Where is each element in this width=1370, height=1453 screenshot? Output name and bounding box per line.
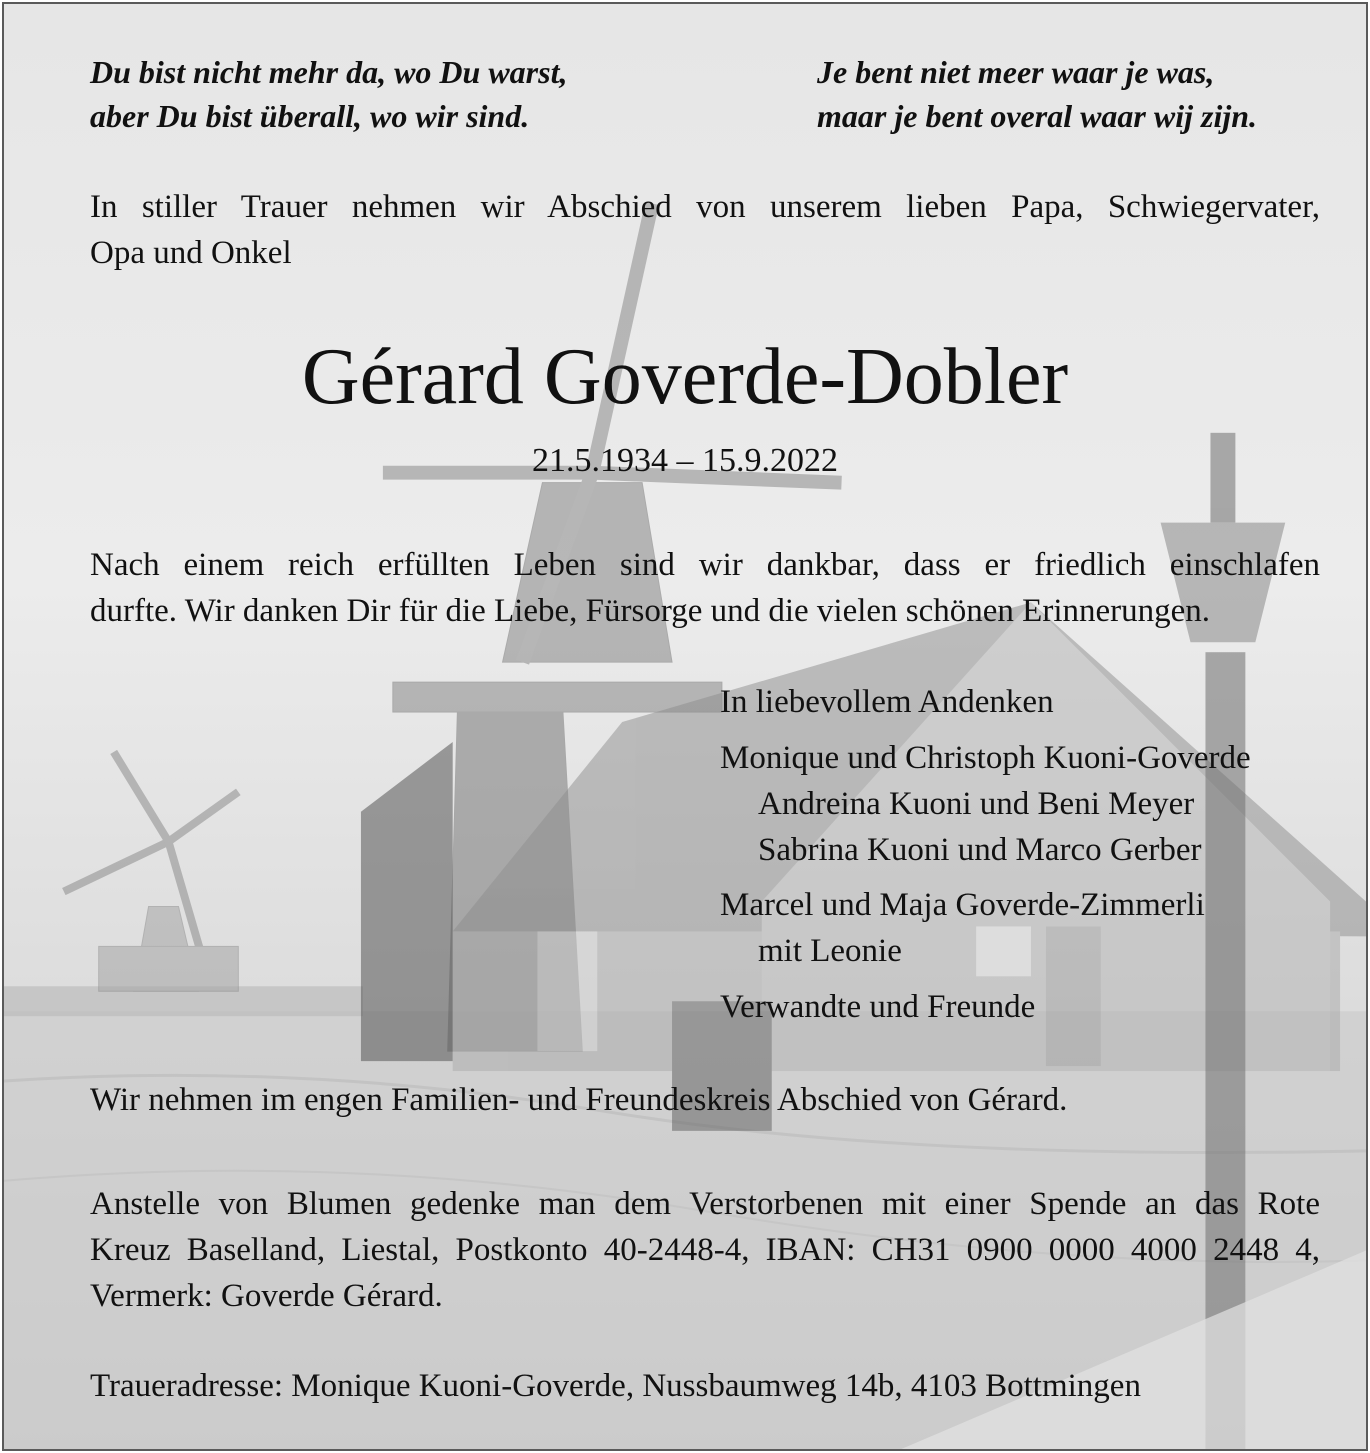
motto-german-line2: aber Du bist überall, wo wir sind. [90, 98, 530, 134]
family-member: Sabrina Kuoni und Marco Gerber [758, 832, 1202, 868]
family-group-2 [720, 882, 1205, 974]
farewell-text: Wir nehmen im engen Familien- und Freundeskreis Abschied von Gérard. [90, 1082, 1068, 1118]
intro-line1: In stiller Trauer nehmen wir Abschied von unserem lieben Papa, Schwiegervater, [90, 189, 1320, 225]
thanks-line1: Nach einem reich erfüllten Leben sind wir dankbar, dass er friedlich einschlafen [90, 547, 1320, 583]
motto-german-line1: Du bist nicht mehr da, wo Du warst, [90, 54, 568, 90]
motto-german [90, 50, 567, 138]
family-member: Andreina Kuoni und Beni Meyer [758, 786, 1195, 822]
family-member: mit Leonie [758, 933, 902, 969]
intro-line2: Opa und Onkel [90, 235, 292, 271]
motto-dutch [817, 50, 1257, 138]
motto-dutch-line1: Je bent niet meer waar je was, [817, 54, 1215, 90]
deceased-name: Gérard Goverde-Dobler [301, 333, 1069, 421]
thanks-line2: durfte. Wir danken Dir für die Liebe, Fürsorge und die vielen schönen Erinnerungen. [90, 593, 1211, 629]
family-others: Verwandte und Freunde [720, 989, 1036, 1025]
family-heading: In liebevollem Andenken [720, 684, 1054, 720]
obituary-card [2, 2, 1368, 1451]
donation-paragraph [90, 1181, 1320, 1319]
donation-line2: Kreuz Baselland, Liestal, Postkonto 40-2448-4, IBAN: CH31 0900 0000 4000 2448 4, [90, 1232, 1320, 1268]
motto-dutch-line2: maar je bent overal waar wij zijn. [817, 98, 1258, 134]
thanks-paragraph [90, 542, 1320, 634]
family-group-1 [720, 735, 1251, 873]
intro-paragraph [90, 184, 1320, 276]
donation-line1: Anstelle von Blumen gedenke man dem Verstorbenen mit einer Spende an das Rote [90, 1186, 1320, 1222]
family-member: Monique und Christoph Kuoni-Goverde [720, 740, 1251, 776]
mourning-address: Traueradresse: Monique Kuoni-Goverde, Nussbaumweg 14b, 4103 Bottmingen [90, 1368, 1141, 1404]
donation-line3: Vermerk: Goverde Gérard. [90, 1278, 443, 1314]
family-member: Marcel und Maja Goverde-Zimmerli [720, 887, 1205, 923]
life-dates: 21.5.1934 – 15.9.2022 [532, 442, 838, 479]
